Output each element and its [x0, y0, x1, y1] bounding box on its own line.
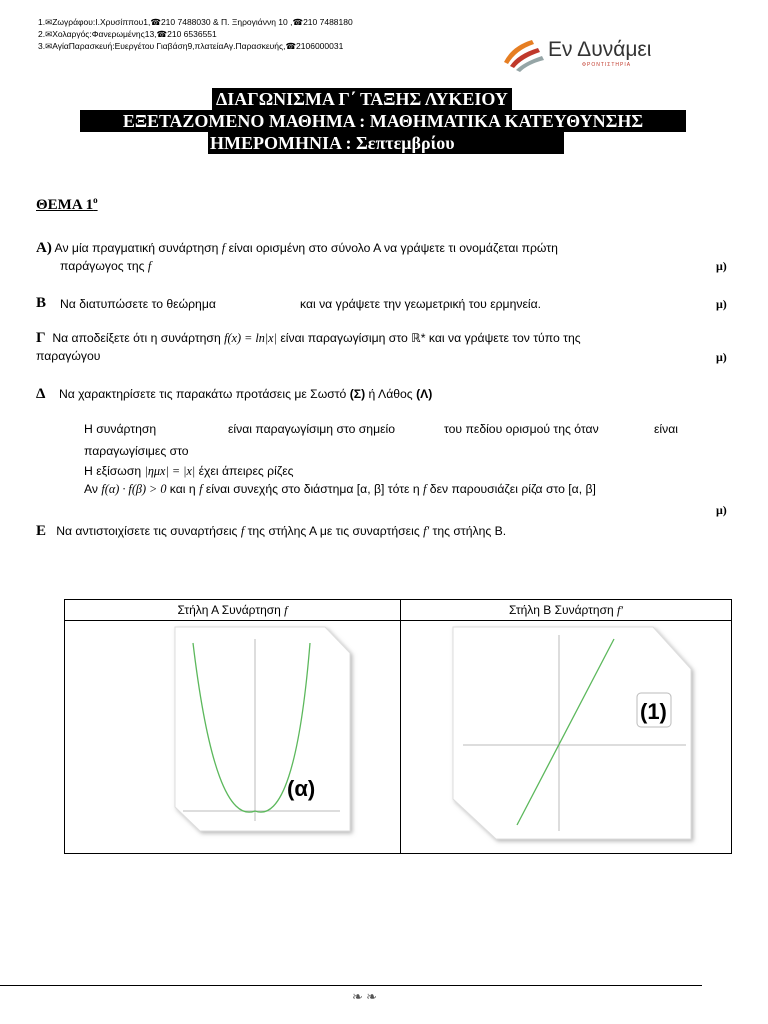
graph-a — [65, 621, 400, 848]
matching-table — [64, 599, 732, 854]
statement-3: Αν f(α) · f(β) > 0 και η f είναι συνεχής στο διάστημα [α, β] τότε η f δεν παρουσιάζει ρίζα στο [α, β] — [84, 482, 596, 496]
footer-ornament: ❧ ❧ — [352, 989, 378, 1004]
question-a-line-2: παράγωγος της f — [60, 259, 152, 273]
column-a-header: Στήλη Α Συνάρτηση f — [65, 600, 401, 621]
question-d-label: Δ — [36, 386, 46, 402]
logo-mark-icon — [500, 32, 548, 72]
statement-1b: είναι παραγωγίσιμη στο σημείο — [228, 422, 396, 436]
contact-line-1: 1.✉Ζωγράφου:Ι.Χρυσίππου1,☎210 7488030 & Π. Ξηρογιάννη 10 ,☎210 7488180 — [38, 17, 353, 27]
column-a-cell — [65, 621, 401, 854]
graph-b-frame — [453, 627, 691, 839]
header-line-2: ΕΞΕΤΑΖΟΜΕΝΟ ΜΑΘΗΜΑ : ΜΑΘΗΜΑΤΙΚΑ ΚΑΤΕΥΘΥΝΣΗΣ — [80, 110, 686, 132]
question-d-marks: μ) — [716, 503, 727, 517]
contact-block — [38, 16, 353, 52]
footer-rule — [0, 985, 702, 986]
question-b-text-b: και να γράψετε την γεωμετρική του ερμηνεία. — [300, 297, 542, 311]
header-line-1: ΔΙΑΓΩΝΙΣΜΑ Γ΄ ΤΑΞΗΣ ΛΥΚΕΙΟΥ — [212, 88, 512, 110]
question-a-marks: μ) — [716, 259, 727, 273]
logo-subtitle: ΦΡΟΝΤΙΣΤΗΡΙΑ — [582, 62, 632, 68]
statement-1a: Η συνάρτηση — [84, 422, 157, 436]
statement-1e: παραγωγίσιμες στο — [84, 444, 189, 458]
question-c-line-2: παραγώγου — [36, 349, 101, 363]
logo — [500, 32, 670, 72]
graph-b-label: (1) — [640, 699, 667, 724]
question-c-marks: μ) — [716, 350, 727, 364]
header-line-3: ΗΜΕΡΟΜΗΝΙΑ : Σεπτεμβρίου — [208, 132, 564, 154]
statement-1c: του πεδίου ορισμού της όταν — [444, 422, 599, 436]
graph-a-frame — [175, 627, 350, 831]
statement-1d: είναι — [654, 422, 678, 436]
question-d-intro: Δ Να χαρακτηρίσετε τις παρακάτω προτάσεις με Σωστό (Σ) ή Λάθος (Λ) — [36, 386, 433, 402]
question-b — [36, 295, 46, 311]
question-c-line-1: Γ Να αποδείξετε ότι η συνάρτηση f(x) = ln|x| είναι παραγωγίσιμη στο ℝ* και να γράψετε τον τύπο της — [36, 330, 581, 346]
graph-b — [401, 621, 731, 848]
statement-2: Η εξίσωση |ημx| = |x| έχει άπειρες ρίζες — [84, 464, 294, 478]
question-c-label: Γ — [36, 330, 46, 346]
contact-line-2: 2.✉Χολαργός:Φανερωμένης13,☎210 6536551 — [38, 29, 217, 39]
question-b-label: Β — [36, 295, 47, 311]
contact-line-3: 3.✉ΑγίαΠαρασκευή:Ευεργέτου Γιαβάση9,πλατείαΑγ.Παρασκευής,☎2106000031 — [38, 41, 344, 51]
column-b-header: Στήλη Β Συνάρτηση f′ — [401, 600, 732, 621]
question-e: Ε Να αντιστοιχίσετε τις συναρτήσεις f της στήλης Α με τις συναρτήσεις f′ της στήλης Β. — [36, 523, 507, 539]
graph-a-label: (α) — [287, 776, 316, 801]
question-b-marks: μ) — [716, 297, 727, 311]
column-b-cell — [401, 621, 732, 854]
logo-name: Εν Δυνάμει — [548, 38, 652, 61]
question-e-label: Ε — [36, 523, 47, 539]
question-a-label: Α) — [36, 240, 52, 256]
theme-title: ΘΕΜΑ $1^o$ — [36, 195, 98, 213]
question-b-text-a: Να διατυπώσετε το θεώρημα — [60, 297, 216, 311]
question-a-line-1: Α) Αν μία πραγματική συνάρτηση f είναι ορισμένη στο σύνολο Α να γράψετε τι ονομάζεται πρώτη — [36, 240, 558, 256]
